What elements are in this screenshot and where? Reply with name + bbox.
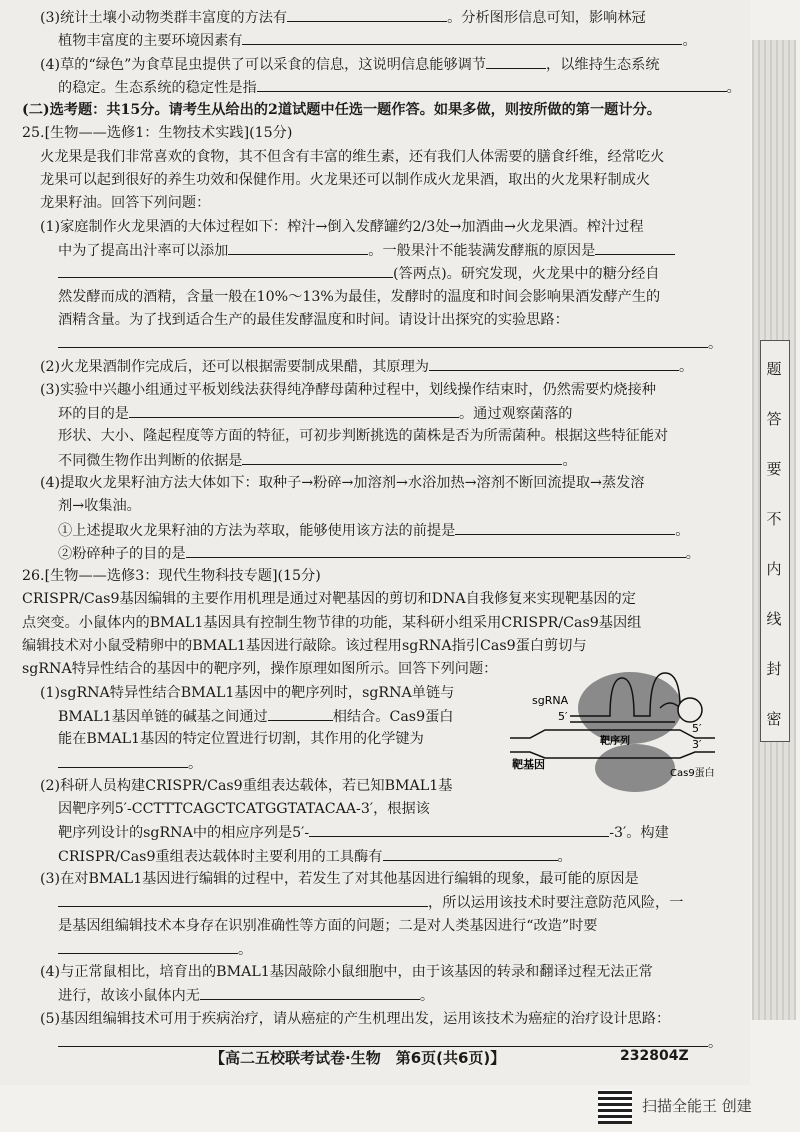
q25-intro: 龙果可以起到很好的养生功效和保健作用。火龙果还可以制作成火龙果酒，取出的火龙果籽制成火 (40, 172, 651, 189)
q26-title: 26.[生物——选修3：现代生物科技专题](15分) (22, 568, 321, 585)
seal-char: 要 (766, 460, 782, 478)
seal-line-sidebar (752, 40, 796, 1020)
q25-p1: 然发酵而成的酒精，含量一般在10%～13%为最佳，发酵时的温度和时间会影响果酒发酵产生的 (58, 288, 661, 305)
q26-p3: (3)在对BMAL1基因进行编辑的过程中，若发生了对其他基因进行编辑的现象，最可能的原因是 (40, 870, 639, 887)
q26-p1: BMAL1基因单链的碱基之间通过 相结合。Cas9蛋白 (22, 705, 737, 728)
q25-p4: ①上述提取火龙果籽油的方法为萃取，能够使用该方法的前提是 。 (22, 519, 737, 542)
q25-p3: (3)实验中兴趣小组通过平板划线法获得纯净酵母菌种过程中，划线操作结束时，仍然需要灼烧接种 (40, 381, 656, 398)
seal-char: 封 (766, 660, 782, 678)
q26-p2: 因靶序列5′-CCTTTCAGCTCATGGTATACAA-3′，根据该 (58, 801, 430, 818)
q26-p3: 是基因组编辑技术本身存在识别准确性等方面的问题；二是对人类基因进行“改造”时要 (58, 917, 598, 934)
q26-p4: (4)与正常鼠相比，培育出的BMAL1基因敲除小鼠细胞中，由于该基因的转录和翻译过程无法正常 (40, 964, 653, 981)
exam-code: 232804Z (620, 1048, 689, 1064)
q24-p3-cont: 植物丰富度的主要环境因素有 。 (22, 29, 737, 52)
label-cas9: Cas9蛋白 (670, 768, 715, 779)
cas9-protein-lower (595, 744, 675, 792)
q25-p3: 环的目的是 。通过观察菌落的 (22, 402, 737, 425)
crispr-diagram (510, 668, 730, 798)
q25-p4: ②粉碎种子的目的是 。 (22, 542, 737, 565)
q25-p4: (4)提取火龙果籽油方法大体如下：取种子→粉碎→加溶剂→水浴加热→溶剂不断回流提取→蒸发溶 (40, 474, 645, 491)
q26-p4: 进行，故该小鼠体内无 。 (22, 984, 737, 1007)
q25-p1: 酒精含量。为了找到适合生产的最佳发酵温度和时间。请设计出探究的实验思路： (58, 311, 569, 328)
seal-char: 不 (766, 510, 782, 528)
q26-intro: CRISPR/Cas9基因编辑的主要作用机理是通过对靶基因的剪切和DNA自我修复来实现靶基因的定 (22, 591, 636, 608)
label-3prime-right: 3′ (692, 738, 702, 751)
q26-intro: 编辑技术对小鼠受精卵中的BMAL1基因进行敲除。该过程用sgRNA指引Cas9蛋白剪切与 (22, 638, 587, 655)
seal-char: 密 (766, 710, 782, 728)
q26-intro: 点突变。小鼠体内的BMAL1基因具有控制生物节律的功能，某科研小组采用CRISPR/Cas9基因组 (22, 614, 642, 631)
q25-p1: (答两点)。研究发现，火龙果中的糖分经自 (22, 262, 737, 285)
q25-p3: 不同微生物作出判断的依据是 。 (22, 449, 737, 472)
label-target-gene: 靶基因 (512, 758, 545, 771)
cas9-protein-shape (578, 672, 682, 744)
label-sgrna: sgRNA (532, 694, 569, 707)
label-5prime-top: 5′ (558, 710, 568, 723)
scanner-text: 扫描全能王 创建 (642, 1097, 752, 1115)
q26-p1: 。 (22, 752, 737, 775)
q25-title: 25.[生物——选修1：生物技术实践](15分) (22, 125, 293, 142)
q26-p2: 靶序列设计的sgRNA中的相应序列是5′- -3′。构建 (22, 821, 737, 844)
seal-char: 线 (766, 610, 782, 628)
seal-char: 答 (766, 410, 782, 428)
q26-p5: (5)基因组编辑技术可用于疾病治疗，请从癌症的产生机理出发，运用该技术为癌症的治疗设计思路： (40, 1010, 671, 1027)
q26-p2: (2)科研人员构建CRISPR/Cas9重组表达载体，若已知BMAL1基 (40, 777, 453, 794)
page-content (22, 6, 741, 1054)
scanner-watermark (598, 1086, 798, 1126)
qr-code-icon (598, 1090, 632, 1124)
q25-intro: 火龙果是我们非常喜欢的食物，其不但含有丰富的维生素，还有我们人体需要的膳食纤维，经常吃火 (40, 148, 665, 165)
q26-p1: (1)sgRNA特异性结合BMAL1基因中的靶序列时，sgRNA单链与 (40, 684, 455, 701)
q26-p1: 能在BMAL1基因的特定位置进行切割，其作用的化学键为 (58, 731, 424, 748)
q24-p4: (4)草的“绿色”为食草昆虫提供了可以采食的信息，这说明信息能够调节 ，以维持生态系统 (22, 53, 737, 76)
q24-p4-cont: 的稳定。生态系统的稳定性是指 。 (22, 76, 737, 99)
q25-p4: 剂→收集油。 (58, 498, 141, 515)
q25-p1: (1)家庭制作火龙果酒的大体过程如下：榨汁→倒入发酵罐约2/3处→加酒曲→火龙果酒。榨汁过程 (40, 218, 644, 235)
q26-p2: CRISPR/Cas9重组表达载体时主要利用的工具酶有 。 (22, 845, 737, 868)
label-5prime-right: 5′ (692, 722, 702, 735)
sgrna-loop (678, 698, 702, 722)
q24-p3: (3)统计土壤小动物类群丰富度的方法有 。分析图形信息可知，影响林冠 (22, 6, 737, 29)
seal-char: 题 (766, 360, 782, 378)
q25-p3: 形状、大小、隆起程度等方面的特征，可初步判断挑选的菌株是否为所需菌种。根据这些特征能对 (58, 428, 669, 445)
section-2-header: (二)选考题：共15分。请考生从给出的2道试题中任选一题作答。如果多做，则按所做的第一题计分。 (22, 102, 661, 119)
q25-answer-line: 。 (22, 332, 737, 355)
q25-p1: 中为了提高出汁率可以添加 。一般果汁不能装满发酵瓶的原因是 (22, 239, 737, 262)
seal-char: 内 (766, 560, 782, 578)
q25-intro: 龙果籽油。回答下列问题： (40, 195, 211, 212)
label-target-seq: 靶序列 (600, 736, 630, 747)
page-footer: 【高二五校联考试卷·生物 第6页(共6页)】 (210, 1049, 506, 1067)
q26-answer-line: 。 (22, 1031, 737, 1054)
seal-strip (760, 340, 790, 742)
q26-intro: sgRNA特异性结合的基因中的靶序列，操作原理如图所示。回答下列问题： (22, 661, 498, 678)
q25-p2: (2)火龙果酒制作完成后，还可以根据需要制成果醋，其原理为 。 (22, 355, 737, 378)
q26-p3: 。 (22, 938, 737, 961)
q26-p3: ，所以运用该技术时要注意防范风险，一 (22, 891, 737, 914)
